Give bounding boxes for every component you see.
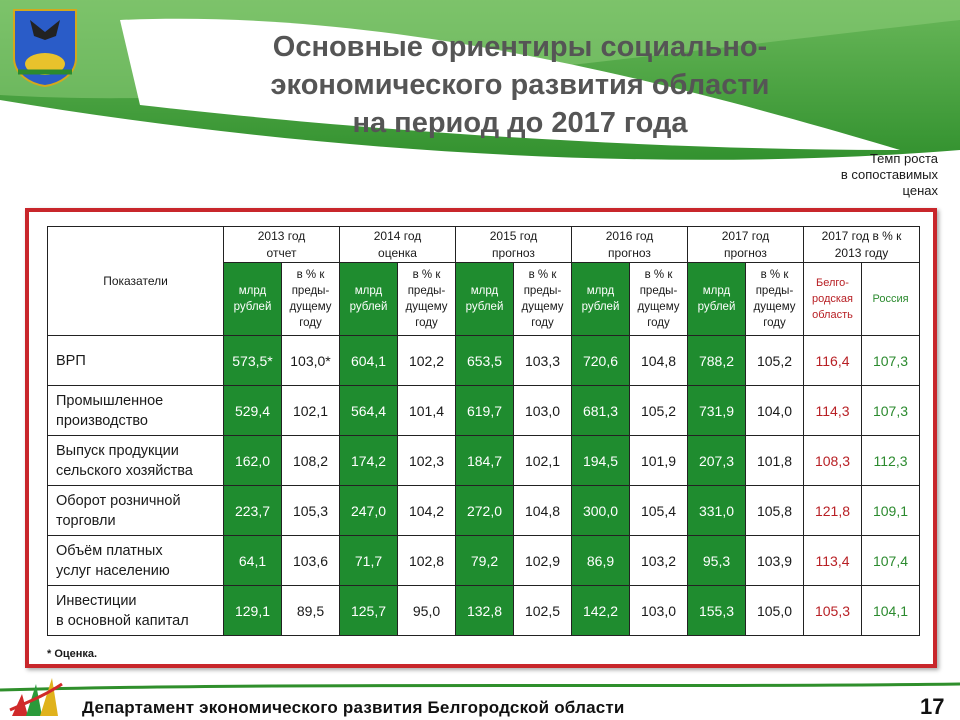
value-pct: 102,3 bbox=[398, 436, 456, 486]
value-russia-growth: 112,3 bbox=[862, 436, 920, 486]
footnote: * Оценка. bbox=[47, 648, 98, 660]
subheader-pct-prev-year bbox=[746, 263, 804, 336]
subheader-text: в % к bbox=[528, 269, 557, 281]
value-bln-rub: 174,2 bbox=[340, 436, 398, 486]
value-pct: 101,9 bbox=[630, 436, 688, 486]
growth-header-line1: 2017 год в % к bbox=[821, 228, 902, 243]
subheader-text: рублей bbox=[465, 301, 504, 313]
value-pct: 105,8 bbox=[746, 486, 804, 536]
value-bln-rub: 79,2 bbox=[456, 536, 514, 586]
value-bln-rub: 194,5 bbox=[572, 436, 630, 486]
growth-note-line-3: ценах bbox=[902, 183, 938, 198]
subheader-text: рублей bbox=[233, 301, 272, 313]
value-bln-rub: 731,9 bbox=[688, 386, 746, 436]
indicator-name-line: Инвестиции bbox=[56, 592, 137, 609]
subheader-text: году bbox=[647, 317, 670, 329]
value-bln-rub: 207,3 bbox=[688, 436, 746, 486]
value-pct: 104,8 bbox=[514, 486, 572, 536]
value-pct: 103,0 bbox=[630, 586, 688, 636]
value-bln-rub: 788,2 bbox=[688, 336, 746, 386]
indicator-name-line: услуг населению bbox=[56, 562, 170, 579]
value-pct: 102,5 bbox=[514, 586, 572, 636]
indicator-name-line: сельского хозяйства bbox=[56, 462, 193, 479]
year-header-line1: 2014 год bbox=[373, 228, 422, 243]
indicator-name bbox=[48, 386, 224, 436]
value-pct: 102,1 bbox=[282, 386, 340, 436]
value-bln-rub: 529,4 bbox=[224, 386, 282, 436]
subheader-text: преды- bbox=[639, 285, 678, 297]
subheader-text: млрд bbox=[354, 285, 383, 297]
year-header-line1: 2013 год bbox=[257, 228, 306, 243]
subheader-text: млрд bbox=[586, 285, 615, 297]
value-pct: 105,4 bbox=[630, 486, 688, 536]
value-pct: 104,0 bbox=[746, 386, 804, 436]
value-bln-rub: 247,0 bbox=[340, 486, 398, 536]
year-header-line2: прогноз bbox=[724, 245, 767, 260]
indicator-name-line: ВРП bbox=[56, 352, 86, 369]
year-header bbox=[572, 227, 688, 263]
subheader-pct-prev-year bbox=[514, 263, 572, 336]
value-pct: 105,3 bbox=[282, 486, 340, 536]
subheader-text: дущему bbox=[405, 301, 448, 313]
value-bln-rub: 573,5* bbox=[224, 336, 282, 386]
subheader-bln-rub bbox=[688, 263, 746, 336]
growth-note-line-1: Темп роста bbox=[869, 151, 938, 166]
subheader-text: преды- bbox=[755, 285, 794, 297]
value-pct: 105,2 bbox=[630, 386, 688, 436]
subheader-text: году bbox=[531, 317, 554, 329]
year-header bbox=[340, 227, 456, 263]
subheader-text: преды- bbox=[523, 285, 562, 297]
page-title bbox=[160, 28, 880, 142]
value-russia-growth: 107,4 bbox=[862, 536, 920, 586]
value-bln-rub: 142,2 bbox=[572, 586, 630, 636]
value-bln-rub: 681,3 bbox=[572, 386, 630, 436]
value-pct: 101,4 bbox=[398, 386, 456, 436]
subheader-text: в % к bbox=[760, 269, 789, 281]
table-row bbox=[48, 486, 920, 536]
table-frame bbox=[25, 208, 937, 668]
value-pct: 105,2 bbox=[746, 336, 804, 386]
value-pct: 102,1 bbox=[514, 436, 572, 486]
subheader-text: родская bbox=[811, 293, 854, 305]
subheader-text: в % к bbox=[644, 269, 673, 281]
growth-note-line-2: в сопоставимых bbox=[840, 167, 938, 182]
year-header bbox=[456, 227, 572, 263]
indicator-name bbox=[48, 436, 224, 486]
subheader-pct-prev-year bbox=[398, 263, 456, 336]
value-region-growth: 113,4 bbox=[804, 536, 862, 586]
growth-rate-note bbox=[760, 151, 938, 199]
indicator-name-line: торговли bbox=[56, 512, 116, 529]
value-pct: 105,0 bbox=[746, 586, 804, 636]
value-bln-rub: 64,1 bbox=[224, 536, 282, 586]
title-line-3: на период до 2017 года bbox=[352, 107, 688, 139]
table-row bbox=[48, 336, 920, 386]
subheader-text: рублей bbox=[581, 301, 620, 313]
value-bln-rub: 184,7 bbox=[456, 436, 514, 486]
value-russia-growth: 109,1 bbox=[862, 486, 920, 536]
indicator-name-line: в основной капитал bbox=[56, 612, 189, 629]
indicator-name-line: производство bbox=[56, 412, 148, 429]
value-pct: 103,9 bbox=[746, 536, 804, 586]
indicator-name-line: Оборот розничной bbox=[56, 492, 181, 509]
subheader-text: млрд bbox=[702, 285, 731, 297]
value-pct: 102,2 bbox=[398, 336, 456, 386]
value-pct: 103,0* bbox=[282, 336, 340, 386]
value-bln-rub: 653,5 bbox=[456, 336, 514, 386]
value-pct: 103,6 bbox=[282, 536, 340, 586]
title-line-1: Основные ориентиры социально- bbox=[272, 31, 768, 63]
value-russia-growth: 107,3 bbox=[862, 336, 920, 386]
indicators-header-label: Показатели bbox=[103, 273, 168, 288]
value-bln-rub: 272,0 bbox=[456, 486, 514, 536]
subheader-text: дущему bbox=[521, 301, 564, 313]
growth-header bbox=[804, 227, 920, 263]
indicator-name-line: Выпуск продукции bbox=[56, 442, 179, 459]
value-region-growth: 114,3 bbox=[804, 386, 862, 436]
value-bln-rub: 125,7 bbox=[340, 586, 398, 636]
year-header bbox=[224, 227, 340, 263]
value-bln-rub: 300,0 bbox=[572, 486, 630, 536]
subheader-text: году bbox=[415, 317, 438, 329]
value-pct: 103,3 bbox=[514, 336, 572, 386]
indicator-name-line: Промышленное bbox=[56, 392, 164, 409]
value-bln-rub: 223,7 bbox=[224, 486, 282, 536]
subheader-text: дущему bbox=[289, 301, 332, 313]
subheader-russia: Россия bbox=[862, 263, 920, 336]
title-line-2: экономического развития области bbox=[270, 69, 770, 101]
year-header-line1: 2016 год bbox=[605, 228, 654, 243]
subheader-pct-prev-year bbox=[282, 263, 340, 336]
footer-department: Департамент экономического развития Белгородской области bbox=[82, 698, 625, 717]
year-header bbox=[688, 227, 804, 263]
subheader-pct-prev-year bbox=[630, 263, 688, 336]
table-row bbox=[48, 386, 920, 436]
value-bln-rub: 155,3 bbox=[688, 586, 746, 636]
value-bln-rub: 95,3 bbox=[688, 536, 746, 586]
subheader-text: году bbox=[763, 317, 786, 329]
year-header-line2: оценка bbox=[378, 245, 417, 260]
value-russia-growth: 107,3 bbox=[862, 386, 920, 436]
subheader-bln-rub bbox=[224, 263, 282, 336]
subheader-bln-rub bbox=[456, 263, 514, 336]
subheader-text: в % к bbox=[412, 269, 441, 281]
value-pct: 95,0 bbox=[398, 586, 456, 636]
value-pct: 89,5 bbox=[282, 586, 340, 636]
indicator-name bbox=[48, 336, 224, 386]
value-bln-rub: 619,7 bbox=[456, 386, 514, 436]
subheader-text: рублей bbox=[697, 301, 736, 313]
subheader-text: году bbox=[299, 317, 322, 329]
table-row bbox=[48, 536, 920, 586]
year-header-line1: 2015 год bbox=[489, 228, 538, 243]
subheader-text: дущему bbox=[753, 301, 796, 313]
subheader-text: Белго- bbox=[816, 277, 849, 289]
subheader-text: преды- bbox=[407, 285, 446, 297]
value-bln-rub: 604,1 bbox=[340, 336, 398, 386]
value-bln-rub: 331,0 bbox=[688, 486, 746, 536]
value-pct: 101,8 bbox=[746, 436, 804, 486]
indicators-header bbox=[48, 227, 224, 336]
value-bln-rub: 132,8 bbox=[456, 586, 514, 636]
value-bln-rub: 129,1 bbox=[224, 586, 282, 636]
subheader-text: дущему bbox=[637, 301, 680, 313]
value-region-growth: 121,8 bbox=[804, 486, 862, 536]
value-bln-rub: 86,9 bbox=[572, 536, 630, 586]
value-bln-rub: 71,7 bbox=[340, 536, 398, 586]
subheader-bln-rub bbox=[572, 263, 630, 336]
table-row bbox=[48, 436, 920, 486]
value-pct: 102,8 bbox=[398, 536, 456, 586]
subheader-text: область bbox=[812, 309, 853, 321]
subheader-text: млрд bbox=[238, 285, 267, 297]
belgorod-coat-of-arms-icon bbox=[10, 6, 80, 88]
value-region-growth: 116,4 bbox=[804, 336, 862, 386]
subheader-bln-rub bbox=[340, 263, 398, 336]
table-row bbox=[48, 586, 920, 636]
indicator-name bbox=[48, 536, 224, 586]
subheader-text: млрд bbox=[470, 285, 499, 297]
indicator-name bbox=[48, 586, 224, 636]
page-number: 17 bbox=[920, 694, 945, 719]
year-header-line1: 2017 год bbox=[721, 228, 770, 243]
year-header-line2: прогноз bbox=[492, 245, 535, 260]
value-pct: 102,9 bbox=[514, 536, 572, 586]
subheader-text: преды- bbox=[291, 285, 330, 297]
value-bln-rub: 564,4 bbox=[340, 386, 398, 436]
year-header-line2: прогноз bbox=[608, 245, 651, 260]
indicator-name bbox=[48, 486, 224, 536]
growth-header-line2: 2013 году bbox=[834, 245, 889, 260]
year-header-line2: отчет bbox=[266, 245, 297, 260]
value-bln-rub: 720,6 bbox=[572, 336, 630, 386]
subheader-text: рублей bbox=[349, 301, 388, 313]
subheader-region bbox=[804, 263, 862, 336]
value-bln-rub: 162,0 bbox=[224, 436, 282, 486]
value-pct: 103,2 bbox=[630, 536, 688, 586]
department-logo-icon bbox=[8, 676, 64, 720]
value-russia-growth: 104,1 bbox=[862, 586, 920, 636]
value-pct: 103,0 bbox=[514, 386, 572, 436]
value-pct: 108,2 bbox=[282, 436, 340, 486]
subheader-text: в % к bbox=[296, 269, 325, 281]
indicator-name-line: Объём платных bbox=[56, 542, 163, 559]
value-region-growth: 105,3 bbox=[804, 586, 862, 636]
value-pct: 104,2 bbox=[398, 486, 456, 536]
indicators-table bbox=[47, 226, 920, 636]
value-region-growth: 108,3 bbox=[804, 436, 862, 486]
value-pct: 104,8 bbox=[630, 336, 688, 386]
